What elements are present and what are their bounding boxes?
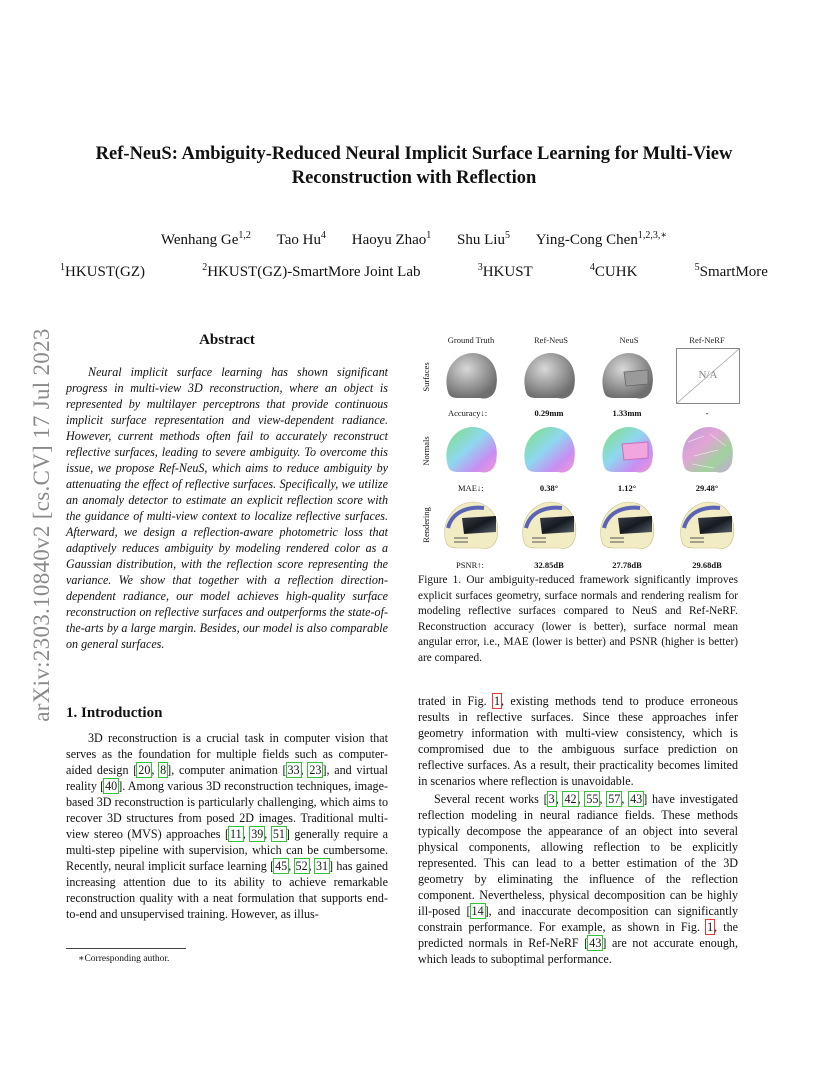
- normals-helmet-ground-truth: [438, 422, 504, 478]
- citation-link[interactable]: 42: [564, 792, 577, 806]
- mae-ref-nerf: 29.48°: [695, 483, 719, 493]
- citation-link[interactable]: 52: [295, 859, 308, 873]
- citation-link[interactable]: 40: [105, 779, 118, 793]
- author: Haoyu Zhao$^1$: [351, 230, 432, 248]
- citation-link[interactable]: 23: [309, 763, 322, 777]
- figure-link[interactable]: 1: [707, 920, 714, 934]
- section-heading-introduction: 1. Introduction: [66, 705, 163, 721]
- figure-column-header: Ground Truth: [447, 335, 495, 345]
- right-paragraph-1: trated in Fig. 1, existing methods tend to produce erroneous results in reflective surfaces. Since these approaches infer geometry information with multi-view consistency, which is compromised due to the ambiguous surface prediction on reflective surfaces. As a result, their practicality becomes limited in scenarios where reflection is unavoidable.: [418, 694, 738, 788]
- right-paragraph-2: Several recent works [3, 42, 55, 57, 43] have investigated reflection modeling in neural radiance fields. These methods typically decompose the appearance of an object into several physical components, allowing reflection to be explicitly represented. This can lead to a better estimation of the 3D geometry by eliminating the influence of the reflection component. Nevertheless, physical decomposition can be highly ill-posed [14], and inaccurate decomposition can significantly constrain performance. For example, as shown in Fig. 1, the predicted normals in Ref-NeRF [43] are not accurate enough, which leads to suboptimal performance.: [418, 792, 739, 966]
- figure-row-label: Rendering: [421, 507, 431, 543]
- affiliation: $^1$HKUST(GZ): [60, 262, 145, 280]
- author: Wenhang Ge$^{1,2}$: [160, 230, 251, 248]
- psnr-neus: 27.78dB: [612, 560, 642, 570]
- title-line-1: Ref-NeuS: Ambiguity-Reduced Neural Implicit Surface Learning for Multi-View: [95, 144, 733, 164]
- footnote: ∗Corresponding author.: [78, 954, 170, 964]
- normals-helmet-ref-nerf: [674, 422, 740, 478]
- accuracy-ref-nerf: -: [705, 408, 709, 418]
- citation-link[interactable]: 14: [471, 904, 484, 918]
- affiliation: $^3$HKUST: [477, 262, 533, 280]
- psnr-ref-neus: 32.85dB: [534, 560, 564, 570]
- rendering-helmet-ref-neus: [516, 498, 582, 554]
- citation-link[interactable]: 31: [315, 859, 329, 873]
- author: Shu Liu$^5$: [457, 230, 510, 248]
- figure-column-header: NeuS: [619, 335, 639, 345]
- metric-label-accuracy: Accuracy↓:: [448, 408, 488, 418]
- surface-helmet-ref-neus: [516, 348, 582, 404]
- citation-link[interactable]: 43: [589, 936, 602, 950]
- affiliation-list: [60, 264, 768, 281]
- citation-link[interactable]: 8: [160, 763, 167, 777]
- affiliation: $^5$SmartMore: [694, 262, 768, 280]
- affiliation: $^2$HKUST(GZ)-SmartMore Joint Lab: [202, 262, 421, 280]
- citation-link[interactable]: 33: [287, 763, 300, 777]
- citation-link[interactable]: 51: [272, 827, 285, 841]
- figure-caption: Figure 1. Our ambiguity-reduced framework significantly improves explicit surfaces geometry, surface normals and rendering realism for modeling reflective surfaces compared to NeuS and Ref-NeRF. Reconstruction accuracy (lower is better), surface normal mean angular error, i.e., MAE (lower is better) and PSNR (higher is better) are compared.: [418, 574, 738, 664]
- citation-link[interactable]: 57: [608, 792, 621, 806]
- accuracy-ref-neus: 0.29mm: [534, 408, 564, 418]
- figure-column-header: Ref-NeuS: [534, 335, 568, 345]
- mae-ref-neus: 0.38°: [539, 483, 559, 493]
- na-label: N/A: [698, 369, 718, 381]
- intro-paragraph: 3D reconstruction is a crucial task in computer vision that serves as the foundation for multiple fields such as computer-aided design [20, 8], computer animation [33, 23], and virtual reality [40]. Among various 3D reconstruction techniques, image-based 3D reconstruction is particularly challenging, which aims to recover 3D structures from posed 2D images. Traditional multi-view stereo (MVS) approaches [11, 39, 51] generally require a multi-step pipeline with supervision, which can be cumbersome. Recently, neural implicit surface learning [45, 52, 31] has gained increasing attention due to its ability to achieve remarkable reconstruction quality with a neat formulation that supports end-to-end and unsupervised training. However, as illus-: [66, 731, 389, 921]
- arxiv-stamp: [22, 290, 62, 760]
- figure-row-label: Normals: [421, 436, 431, 466]
- citation-link[interactable]: 11: [230, 827, 242, 841]
- figure-1: [418, 330, 740, 570]
- metric-label-mae: MAE↓:: [458, 483, 484, 493]
- affiliation: $^4$CUHK: [589, 262, 638, 280]
- paper-title: [60, 142, 768, 190]
- author-list: [60, 232, 768, 249]
- citation-link[interactable]: 43: [630, 792, 643, 806]
- title-line-2: Reconstruction with Reflection: [291, 168, 537, 188]
- abstract-heading: Abstract: [199, 332, 255, 348]
- mae-neus: 1.12°: [617, 483, 637, 493]
- surface-helmet-neus: [594, 348, 660, 404]
- rendering-helmet-ref-nerf: [674, 498, 740, 554]
- psnr-ref-nerf: 29.68dB: [692, 560, 722, 570]
- footnote-rule: [66, 948, 186, 949]
- normals-helmet-neus: [594, 422, 660, 478]
- citation-link[interactable]: 20: [138, 763, 151, 777]
- metric-label-psnr: PSNR↑:: [456, 560, 484, 570]
- citation-link[interactable]: 39: [251, 827, 264, 841]
- not-available-box: [676, 348, 740, 404]
- figure-link[interactable]: 1: [494, 694, 501, 708]
- rendering-helmet-ground-truth: [438, 498, 504, 554]
- surface-helmet-ground-truth: [438, 348, 504, 404]
- figure-column-header: Ref-NeRF: [689, 335, 725, 345]
- rendering-helmet-neus: [594, 498, 660, 554]
- accuracy-neus: 1.33mm: [612, 408, 642, 418]
- abstract-text: Neural implicit surface learning has shown significant progress in multi-view 3D reconstruction, where an object is represented by multilayer perceptrons that provide continuous implicit surface representation and view-dependent radiance. However, current methods often fail to accurately reconstruct reflective surfaces, leading to severe ambiguity. To overcome this issue, we propose Ref-NeuS, which aims to reduce ambiguity by attenuating the effect of reflective surfaces. Specifically, we utilize an anomaly detector to estimate an explicit reflection score with the guidance of multi-view context to localize reflective surfaces. Afterward, we design a reflection-aware photometric loss that adaptively reduces ambiguity by modeling rendered color as a Gaussian distribution, with the reflection score representing the variance. We show that together with a reflection direction-dependent radiance, our model achieves high-quality surface reconstruction on reflective surfaces and outperforms the state-of-the-arts by a large margin. Besides, our model is also comparable on general surfaces.: [66, 365, 388, 651]
- citation-link[interactable]: 3: [548, 792, 555, 806]
- normals-helmet-ref-neus: [516, 422, 582, 478]
- author: Tao Hu$^4$: [276, 230, 326, 248]
- citation-link[interactable]: 45: [275, 859, 288, 873]
- citation-link[interactable]: 55: [586, 792, 599, 806]
- author: Ying-Cong Chen$^{1,2,3,∗}$: [535, 230, 668, 248]
- arxiv-stamp-text: arXiv:2303.10840v2 [cs.CV] 17 Jul 2023: [29, 328, 54, 722]
- figure-row-label: Surfaces: [421, 362, 431, 392]
